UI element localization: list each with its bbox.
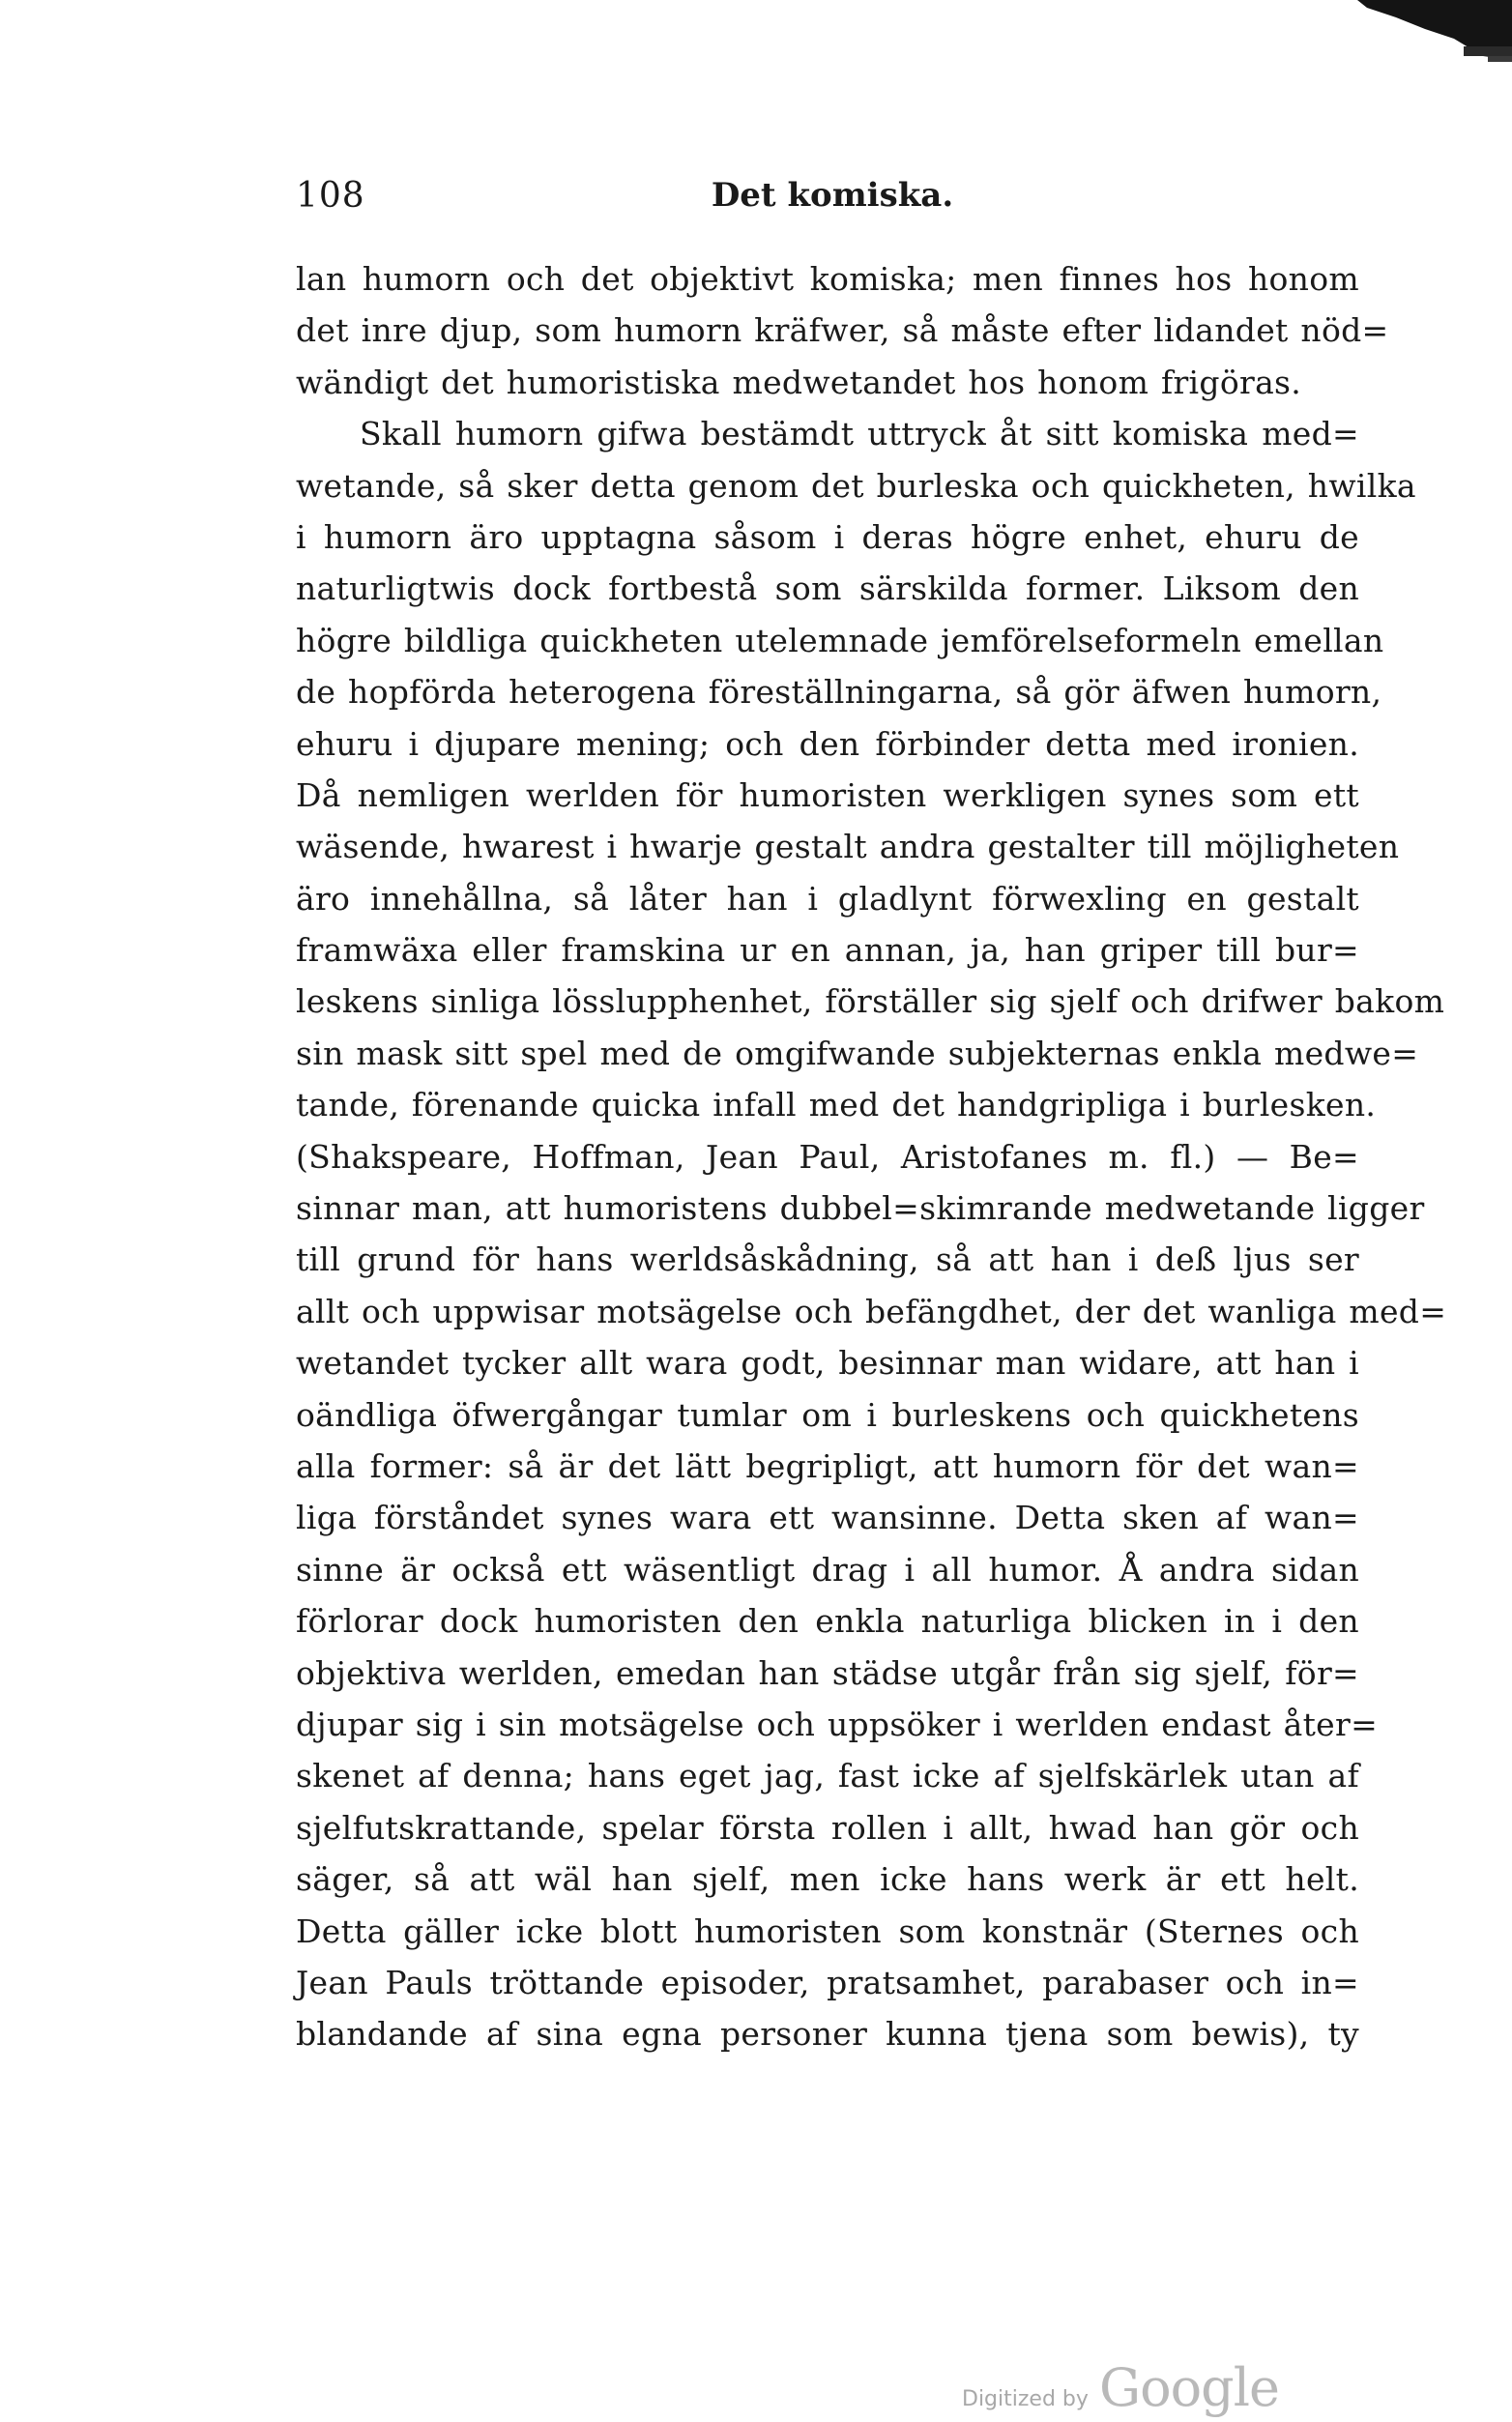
text-line: leskens sinliga lösslupphenhet, förställer sig sjelf och drifwer bakom: [296, 982, 1445, 1021]
text-line: sinnar man, att humoristens dubbel=skimrande medwetande ligger: [296, 1189, 1425, 1228]
text-line: wetandet tycker allt wara godt, besinnar man widare, att han i: [296, 1344, 1359, 1383]
running-title: Det komiska.: [711, 176, 954, 215]
text-line: skenet af denna; hans eget jag, fast icke af sjelfskärlek utan af: [296, 1757, 1359, 1795]
text-line: i humorn äro upptagna såsom i deras högre enhet, ehuru de: [296, 517, 1359, 556]
text-line: allt och uppwisar motsägelse och befängdhet, der det wanliga med=: [296, 1292, 1447, 1330]
text-line: Skall humorn gifwa bestämdt uttryck åt sitt komiska med=: [360, 415, 1359, 453]
text-line: de hopförda heterogena föreställningarna, så gör äfwen humorn,: [296, 673, 1382, 712]
digitized-watermark: [962, 2357, 1279, 2418]
text-line: liga förståndet synes wara ett wansinne. Detta sken af wan=: [296, 1499, 1359, 1537]
text-line: sinne är också ett wäsentligt drag i all humor. Å andra sidan: [296, 1550, 1359, 1589]
text-line: ehuru i djupare mening; och den förbinder detta med ironien.: [296, 724, 1359, 763]
text-line: alla former: så är det lätt begripligt, att humorn för det wan=: [296, 1446, 1359, 1485]
text-line: lan humorn och det objektivt komiska; men finnes hos honom: [296, 260, 1359, 298]
text-line: tande, förenande quicka infall med det handgripliga i burlesken.: [296, 1086, 1377, 1124]
text-line: säger, så att wäl han sjelf, men icke hans werk är ett helt.: [296, 1860, 1359, 1899]
text-line: blandande af sina egna personer kunna tjena som bewis), ty: [296, 2015, 1359, 2054]
body-text: [296, 253, 1447, 2060]
text-line: Detta gäller icke blott humoristen som konstnär (Sternes och: [296, 1911, 1359, 1950]
text-line: (Shakspeare, Hoffman, Jean Paul, Aristofanes m. fl.) — Be=: [296, 1137, 1359, 1176]
text-line: till grund för hans werldsåskådning, så att han i deß ljus ser: [296, 1240, 1359, 1279]
text-line: wändigt det humoristiska medwetandet hos honom frigöras.: [296, 363, 1302, 401]
text-line: framwäxa eller framskina ur en annan, ja, han griper till bur=: [296, 931, 1359, 970]
text-line: wäsende, hwarest i hwarje gestalt andra gestalter till möjligheten: [296, 828, 1400, 866]
text-line: sin mask sitt spel med de omgifwande subjekternas enkla medwe=: [296, 1034, 1419, 1072]
text-line: äro innehållna, så låter han i gladlynt förwexling en gestalt: [296, 879, 1359, 918]
text-line: naturligtwis dock fortbestå som särskilda former. Liksom den: [296, 569, 1359, 608]
page-number: 108: [296, 176, 365, 216]
text-line: Jean Pauls tröttande episoder, pratsamhet, parabaser och in=: [296, 1963, 1359, 2001]
text-line: oändliga öfwergångar tumlar om i burleskens och quickhetens: [296, 1395, 1359, 1434]
digitized-by-label: Digitized by: [962, 2387, 1089, 2411]
scan-edge-artifact: [1338, 0, 1512, 68]
text-line: Då nemligen werlden för humoristen werkligen synes som ett: [296, 775, 1359, 814]
text-line: objektiva werlden, emedan han städse utgår från sig sjelf, för=: [296, 1653, 1359, 1692]
text-line: högre bildliga quickheten utelemnade jemförelseformeln emellan: [296, 621, 1384, 659]
page-header: [296, 176, 1369, 222]
text-line: sjelfutskrattande, spelar första rollen i allt, hwad han gör och: [296, 1808, 1359, 1847]
text-line: djupar sig i sin motsägelse och uppsöker i werlden endast åter=: [296, 1705, 1379, 1743]
text-line: wetande, så sker detta genom det burleska och quickheten, hwilka: [296, 466, 1416, 505]
text-line: det inre djup, som humorn kräfwer, så måste efter lidandet nöd=: [296, 311, 1389, 350]
text-line: förlorar dock humoristen den enkla naturliga blicken in i den: [296, 1602, 1359, 1641]
google-logo: Google: [1099, 2357, 1279, 2418]
